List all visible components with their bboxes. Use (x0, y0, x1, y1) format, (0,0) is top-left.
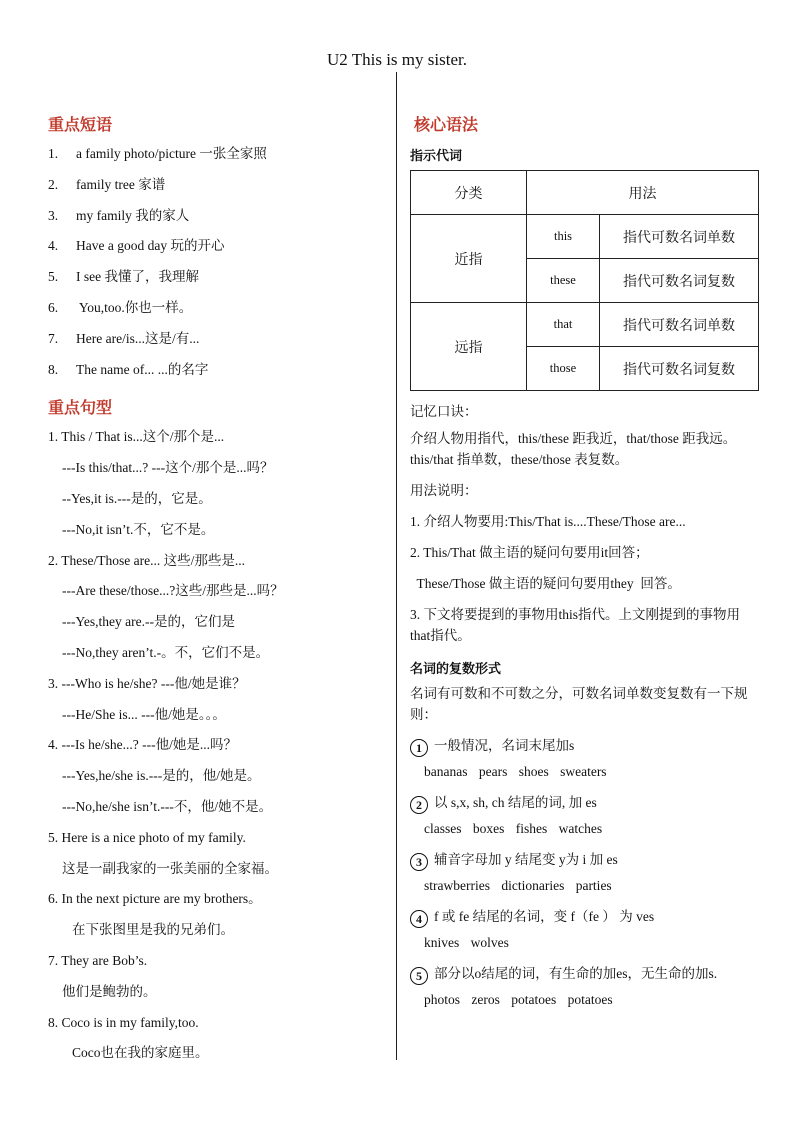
phrase-text: a family photo/picture 一张全家照 (76, 146, 267, 161)
sentence-line: ---No,it isn’t.不，它不是。 (62, 521, 215, 537)
demonstratives-heading: 指示代词 (410, 149, 463, 164)
phrase-number: 2. (48, 176, 59, 192)
sentence-line: ---Are these/those...?这些/那些是...吗？ (62, 583, 284, 599)
rule-number-badge: 1 (410, 739, 428, 757)
right-column (410, 112, 755, 1014)
table-header-row (411, 171, 759, 215)
sentence-line: 2. These/Those are... 这些/那些是... (48, 552, 245, 568)
phrase-item (48, 355, 388, 386)
document-title: U2 This is my sister. (327, 50, 467, 69)
table-row (411, 215, 759, 259)
table-row (411, 303, 759, 347)
sentence-line: 4. ---Is he/she...? ---他/她是...吗？ (48, 737, 237, 753)
mnemonic-text: 介绍人物用指代，this/these 距我近，that/those 距我远。this/that 指单数，these/those 表复数。 (410, 431, 737, 467)
sentence-line: 6. In the next picture are my brothers。 (48, 891, 262, 907)
sentence-line: ---Yes,they are.--是的，它们是 (62, 614, 235, 630)
table-header-usage: 用法 (527, 171, 759, 215)
table-usage: 指代可数名词单数 (600, 303, 759, 347)
sentence-line: 1. This / That is...这个/那个是... (48, 429, 225, 445)
phrase-text: You,too.你也一样。 (76, 299, 193, 315)
column-divider (396, 72, 397, 1060)
grammar-heading: 核心语法 (414, 115, 479, 134)
rule-examples: photos zeros potatoes potatoes (424, 992, 613, 1007)
phrase-item (48, 231, 388, 262)
rule-examples: knives wolves (424, 935, 509, 950)
sentence-line: 8. Coco is in my family,too. (48, 1014, 199, 1030)
phrase-item (48, 293, 388, 324)
plural-rule (410, 906, 755, 928)
sentence-line: 在下张图里是我的兄弟们。 (72, 922, 234, 938)
table-word: this (527, 215, 600, 259)
table-far-label: 远指 (411, 303, 527, 391)
table-word: those (527, 347, 600, 391)
phrase-number: 5. (48, 269, 59, 285)
phrase-text: I see 我懂了，我理解 (76, 269, 199, 285)
left-column (48, 112, 388, 1069)
phrase-number: 6. (48, 299, 59, 315)
mnemonic-label: 记忆口诀： (410, 404, 478, 419)
table-usage: 指代可数名词复数 (600, 259, 759, 303)
rule-text: 辅音字母加 y 结尾变 y为 i 加 es (434, 852, 618, 867)
rule-examples: bananas pears shoes sweaters (424, 764, 607, 779)
plural-rule (410, 792, 755, 814)
plural-rule (410, 963, 755, 985)
phrase-text: my family 我的家人 (76, 207, 190, 223)
rule-examples: strawberries dictionaries parties (424, 878, 612, 893)
phrase-item (48, 139, 388, 170)
plural-rule (410, 849, 755, 871)
rule-number-badge: 2 (410, 796, 428, 814)
usage-note: 1. 介绍人物要用:This/That is....These/Those are... (410, 514, 686, 529)
plural-heading: 名词的复数形式 (410, 662, 502, 677)
phrase-text: The name of... ...的名字 (76, 361, 209, 377)
plural-rule (410, 735, 755, 757)
sentence-line: 5. Here is a nice photo of my family. (48, 829, 246, 845)
rule-number-badge: 5 (410, 967, 428, 985)
phrase-list (48, 139, 388, 385)
table-word: these (527, 259, 600, 303)
usage-note: 2. This/That 做主语的疑问句要用it回答； (410, 545, 649, 560)
table-near-label: 近指 (411, 215, 527, 303)
phrase-number: 3. (48, 207, 59, 223)
table-word: that (527, 303, 600, 347)
sentence-line: 7. They are Bob’s. (48, 952, 148, 968)
phrase-number: 4. (48, 238, 59, 254)
sentence-line: ---Is this/that...? ---这个/那个是...吗？ (62, 460, 274, 476)
sentence-line: ---No,they aren’t.-。不，它们不是。 (62, 644, 270, 660)
phrase-text: Here are/is...这是/有... (76, 330, 200, 346)
sentence-list (48, 422, 388, 1069)
phrases-heading: 重点短语 (48, 115, 113, 134)
table-header-category: 分类 (411, 171, 527, 215)
sentence-line: Coco也在我的家庭里。 (72, 1045, 209, 1061)
plural-intro: 名词有可数和不可数之分，可数名词单数变复数有一下规则： (410, 686, 748, 722)
table-usage: 指代可数名词单数 (600, 215, 759, 259)
rule-text: 一般情况，名词末尾加s (434, 738, 575, 753)
rule-text: 部分以o结尾的词，有生命的加es，无生命的加s. (434, 966, 718, 981)
sentence-line: ---Yes,he/she is.---是的，他/她是。 (62, 768, 261, 784)
sentence-line: 他们是鲍勃的。 (62, 983, 157, 999)
rule-number-badge: 3 (410, 853, 428, 871)
phrase-text: family tree 家谱 (76, 176, 166, 192)
sentence-line: 这是一副我家的一张美丽的全家福。 (62, 860, 278, 876)
sentences-heading: 重点句型 (48, 398, 113, 418)
sentence-line: ---He/She is... ---他/她是。。。 (62, 706, 226, 722)
sentence-line: 3. ---Who is he/she? ---他/她是谁？ (48, 675, 246, 691)
phrase-item (48, 201, 388, 232)
table-usage: 指代可数名词复数 (600, 347, 759, 391)
demonstrative-table (410, 170, 759, 391)
phrase-item (48, 324, 388, 355)
rule-number-badge: 4 (410, 910, 428, 928)
phrase-number: 8. (48, 361, 59, 377)
phrase-item (48, 262, 388, 293)
phrase-number: 7. (48, 330, 59, 346)
phrase-number: 1. (48, 146, 59, 161)
sentence-line: ---No,he/she isn’t.---不，他/她不是。 (62, 798, 273, 814)
rule-text: 以 s,x, sh, ch 结尾的词, 加 es (434, 795, 597, 810)
usage-label: 用法说明： (410, 483, 478, 498)
usage-note: These/Those 做主语的疑问句要用they 回答。 (410, 576, 681, 591)
phrase-text: Have a good day 玩的开心 (76, 238, 225, 254)
rule-text: f 或 fe 结尾的名词，变 f（fe ） 为 ves (434, 909, 655, 924)
usage-note: 3. 下文将要提到的事物用this指代。上文刚提到的事物用that指代。 (410, 607, 741, 643)
sentence-line: --Yes,it is.---是的，它是。 (62, 490, 212, 506)
rule-examples: classes boxes fishes watches (424, 821, 603, 836)
phrase-item (48, 170, 388, 201)
